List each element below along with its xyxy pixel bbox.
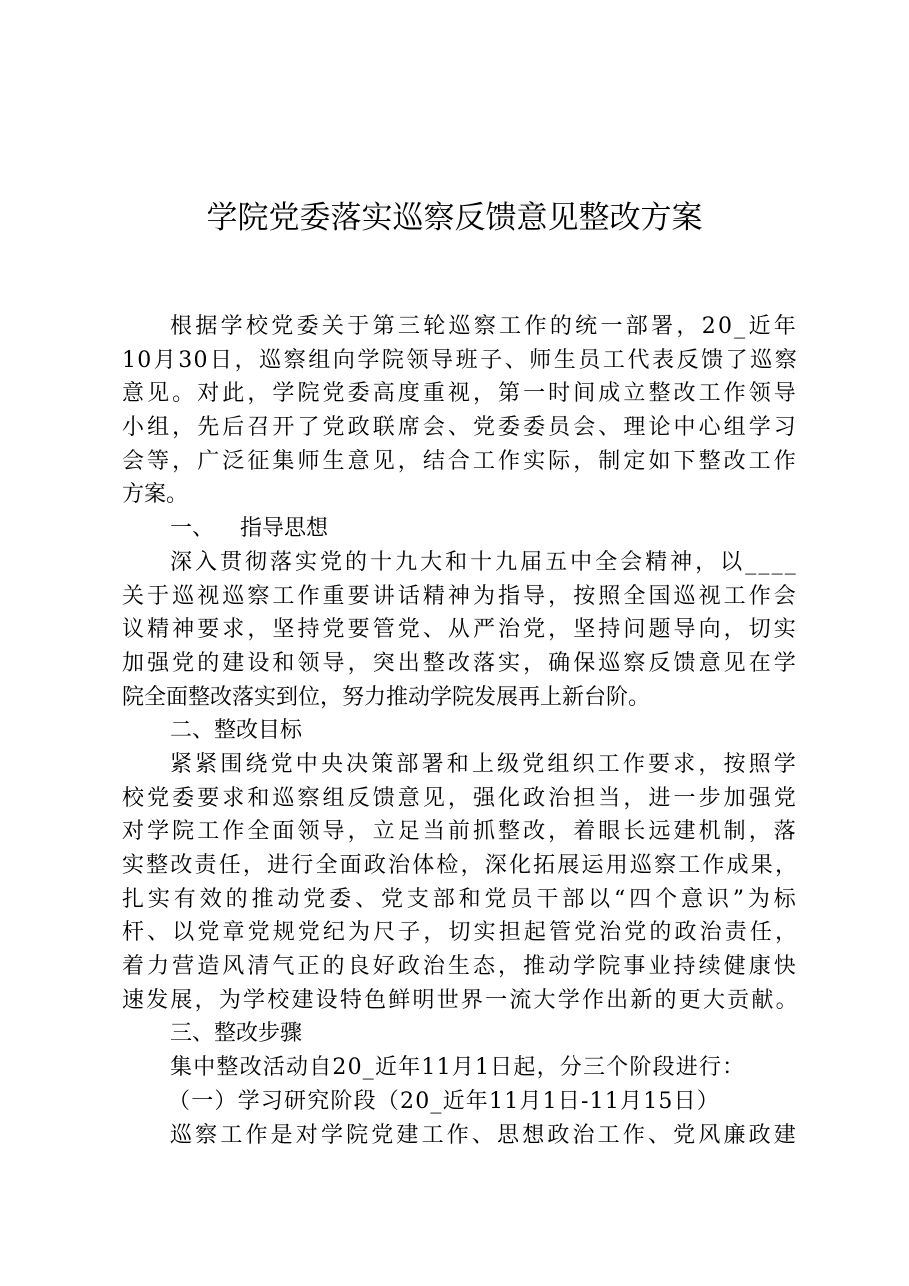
paragraph-line: 对学院工作全面领导，立足当前抓整改，着眼长远建机制，落 — [122, 819, 798, 845]
section-heading-goals: 二、整改目标 — [170, 718, 303, 744]
paragraph-line: 议精神要求，坚持党要管党、从严治党，坚持问题导向，切实 — [122, 617, 798, 643]
subsection-heading: （一）学习研究阶段（20_近年11月1日-11月15日） — [168, 1088, 721, 1114]
intro-line: 意见。对此，学院党委高度重视，第一时间成立整改工作领导 — [122, 381, 798, 407]
document-body — [122, 310, 798, 1152]
intro-line: 10月30日，巡察组向学院领导班子、师生员工代表反馈了巡察 — [122, 347, 798, 373]
paragraph-line: 集中整改活动自20_近年11月1日起，分三个阶段进行： — [170, 1055, 746, 1081]
paragraph-line: 紧紧围绕党中央决策部署和上级党组织工作要求，按照学 — [170, 751, 798, 777]
paragraph-line: 杆、以党章党规党纪为尺子，切实担起管党治党的政治责任， — [122, 920, 798, 946]
document-title: 学院党委落实巡察反馈意见整改方案 — [206, 200, 703, 236]
paragraph-line: 深入贯彻落实党的十九大和十九届五中全会精神，以____ — [170, 549, 798, 575]
paragraph-line: 院全面整改落实到位，努力推动学院发展再上新台阶。 — [122, 684, 651, 710]
section-heading-guiding-thought — [122, 512, 798, 546]
paragraph-line: 速发展，为学校建设特色鲜明世界一流大学作出新的更大贡献。 — [122, 987, 798, 1013]
section-title: 指导思想 — [240, 516, 329, 542]
intro-line: 会等，广泛征集师生意见，结合工作实际，制定如下整改工作 — [122, 448, 798, 474]
section-number: 一、 — [170, 516, 215, 542]
paragraph-line: 巡察工作是对学院党建工作、思想政治工作、党风廉政建 — [170, 1122, 798, 1148]
paragraph-line: 着力营造风清气正的良好政治生态，推动学院事业持续健康快 — [122, 954, 798, 980]
paragraph-line: 加强党的建设和领导，突出整改落实，确保巡察反馈意见在学 — [122, 650, 798, 676]
paragraph-line: 扎实有效的推动党委、党支部和党员干部以“四个意识”为标 — [122, 886, 798, 912]
intro-line: 方案。 — [122, 482, 189, 508]
section-heading-steps: 三、整改步骤 — [170, 1021, 303, 1047]
paragraph-line: 实整改责任，进行全面政治体检，深化拓展运用巡察工作成果， — [122, 853, 798, 878]
paragraph-line: 关于巡视巡察工作重要讲话精神为指导，按照全国巡视工作会 — [122, 583, 798, 609]
intro-line: 根据学校党委关于第三轮巡察工作的统一部署，20_近年 — [170, 314, 798, 339]
paragraph-line: 校党委要求和巡察组反馈意见，强化政治担当，进一步加强党 — [122, 785, 798, 811]
intro-line: 小组，先后召开了党政联席会、党委委员会、理论中心组学习 — [122, 415, 798, 441]
